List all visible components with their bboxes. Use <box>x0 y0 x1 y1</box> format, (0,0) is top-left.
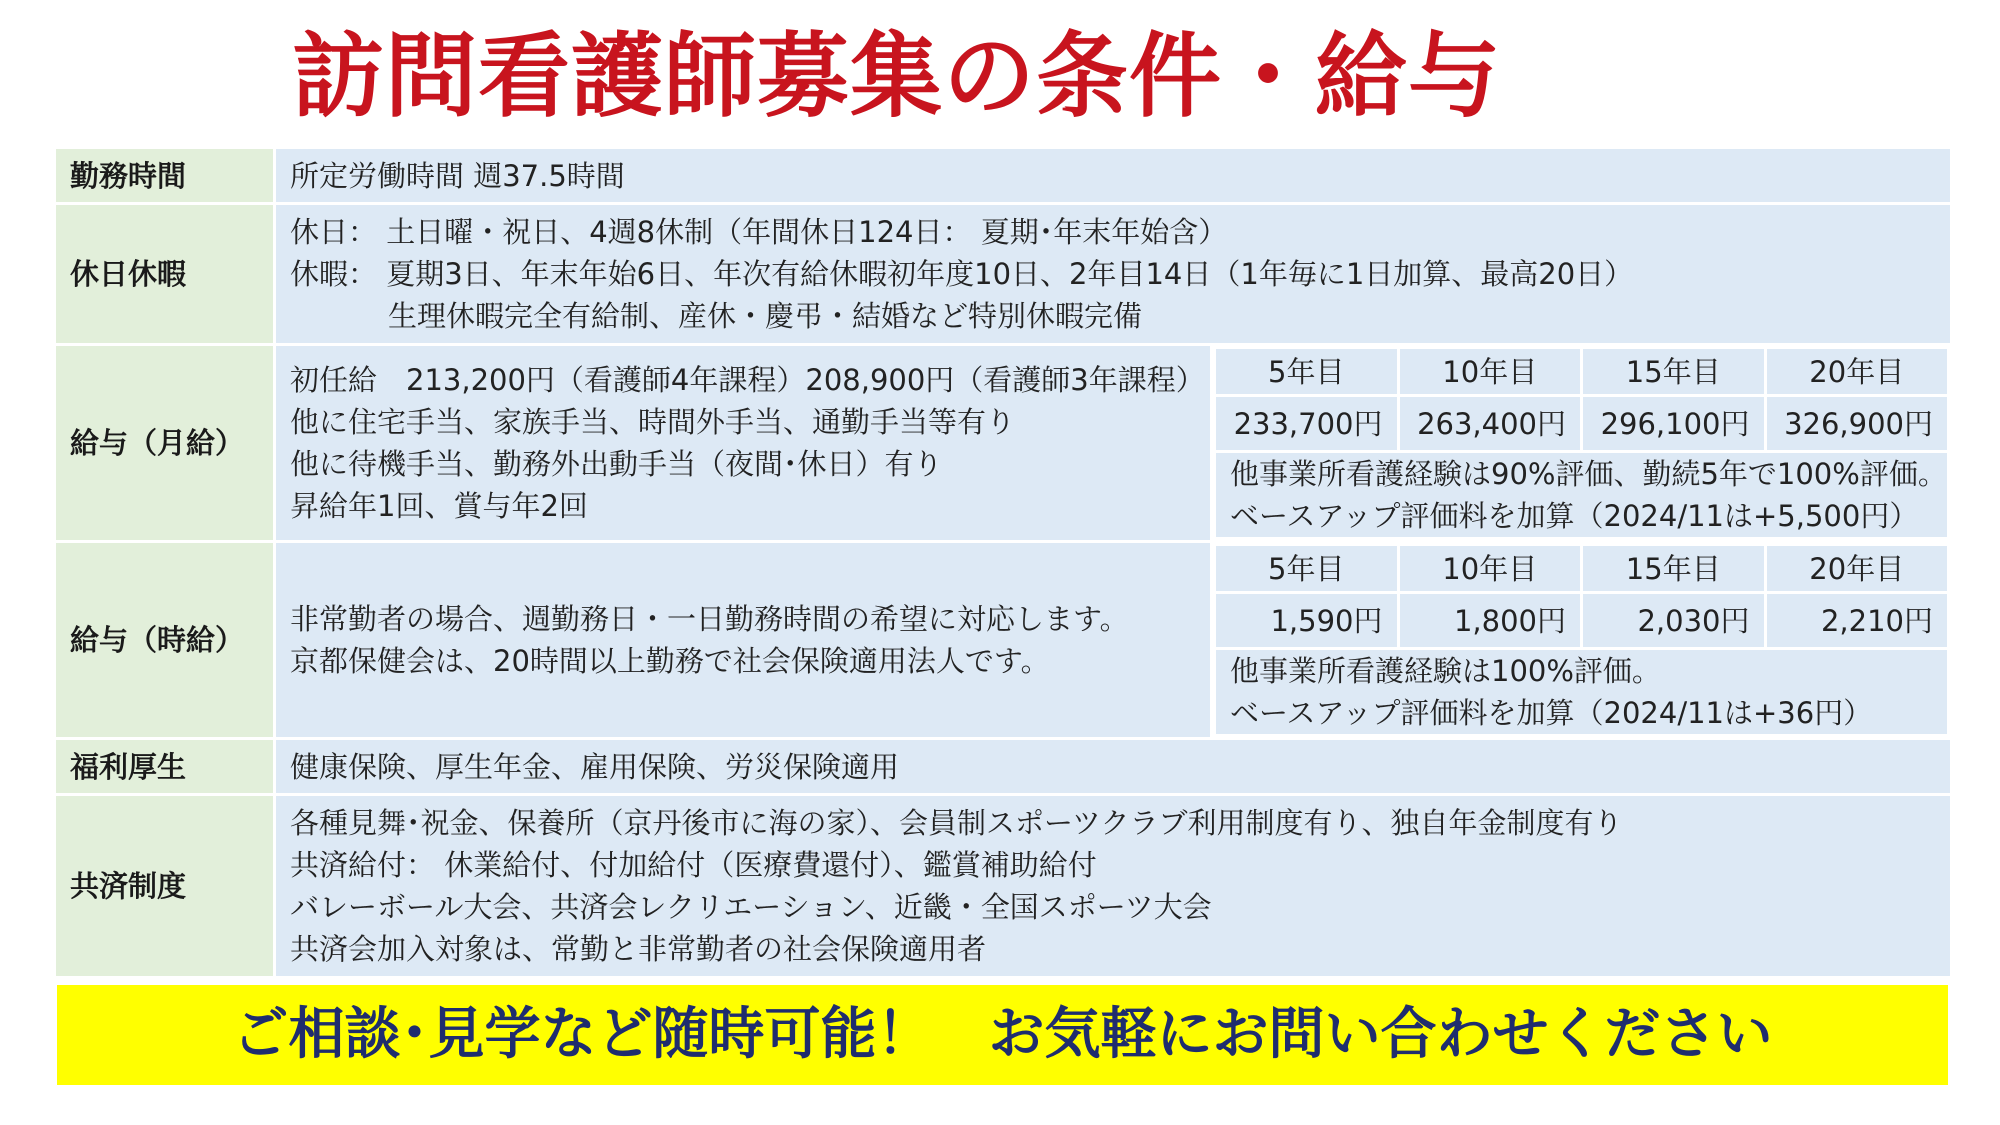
hourly-year-20: 20年目 <box>1765 545 1949 593</box>
holidays-text <box>275 204 1952 345</box>
conditions-table <box>53 146 1953 979</box>
hourly-notes <box>1215 649 1949 736</box>
holidays-line-3: 生理休暇完全有給制、産休・慶弔・結婚など特別休暇完備 <box>388 299 1143 333</box>
label-monthly-salary: 給与（月給） <box>55 345 275 542</box>
hourly-year-5: 5年目 <box>1215 545 1399 593</box>
hourly-line-1: 非常勤者の場合、週勤務日・一日勤務時間の希望に対応します。 <box>290 602 1129 636</box>
row-hourly-salary <box>55 542 1952 739</box>
monthly-note-1: 他事業所看護経験は90%評価、勤続5年で100%評価。 <box>1230 457 1947 491</box>
monthly-year-5: 5年目 <box>1215 348 1399 396</box>
hourly-note-2: ベースアップ評価料を加算（2024/11は+36円） <box>1230 696 1873 730</box>
monthly-line-4: 昇給年1回、賞与年2回 <box>290 489 588 523</box>
row-work-hours <box>55 148 1952 204</box>
row-mutual-aid <box>55 795 1952 978</box>
hourly-salary-text <box>275 542 1212 739</box>
monthly-year-10: 10年目 <box>1398 348 1582 396</box>
hourly-amount-15: 2,030円 <box>1582 593 1766 649</box>
hourly-year-10: 10年目 <box>1398 545 1582 593</box>
page-title: 訪問看護師募集の条件・給与 <box>292 23 1502 130</box>
monthly-salary-text <box>275 345 1212 542</box>
monthly-line-2: 他に住宅手当、家族手当、時間外手当、通勤手当等有り <box>290 405 1016 439</box>
work-hours-text: 所定労働時間 週37.5時間 <box>275 148 1952 204</box>
label-welfare: 福利厚生 <box>55 739 275 795</box>
hourly-amount-10: 1,800円 <box>1398 593 1582 649</box>
monthly-amount-10: 263,400円 <box>1398 396 1582 452</box>
monthly-amount-15: 296,100円 <box>1582 396 1766 452</box>
label-holidays: 休日休暇 <box>55 204 275 345</box>
monthly-year-15: 15年目 <box>1582 348 1766 396</box>
hourly-amount-5: 1,590円 <box>1215 593 1399 649</box>
mutual-line-3: バレーボール大会、共済会レクリエーション、近畿・全国スポーツ大会 <box>290 890 1212 924</box>
monthly-amount-20: 326,900円 <box>1765 396 1949 452</box>
row-holidays <box>55 204 1952 345</box>
monthly-line-3: 他に待機手当、勤務外出動手当（夜間･休日）有り <box>290 447 943 481</box>
hourly-note-1: 他事業所看護経験は100%評価。 <box>1230 654 1661 688</box>
monthly-note-2: ベースアップ評価料を加算（2024/11は+5,500円） <box>1230 499 1919 533</box>
monthly-year-20: 20年目 <box>1765 348 1949 396</box>
row-welfare <box>55 739 1952 795</box>
monthly-scale-table <box>1213 346 1950 540</box>
label-work-hours: 勤務時間 <box>55 148 275 204</box>
hourly-line-2: 京都保健会は、20時間以上勤務で社会保険適用法人です。 <box>290 644 1050 678</box>
contact-banner: ご相談･見学など随時可能！ お気軽にお問い合わせください <box>57 985 1948 1085</box>
monthly-amount-5: 233,700円 <box>1215 396 1399 452</box>
hourly-amount-20: 2,210円 <box>1765 593 1949 649</box>
label-hourly-salary: 給与（時給） <box>55 542 275 739</box>
hourly-scale-table <box>1213 543 1950 737</box>
mutual-line-1: 各種見舞･祝金、保養所（京丹後市に海の家）、会員制スポーツクラブ利用制度有り、独自年金制度有り <box>290 806 1623 840</box>
mutual-aid-text <box>275 795 1952 978</box>
row-monthly-salary <box>55 345 1952 542</box>
welfare-text: 健康保険、厚生年金、雇用保険、労災保険適用 <box>275 739 1952 795</box>
hourly-salary-scale <box>1212 542 1952 739</box>
holidays-line-2: 休暇： 夏期3日、年末年始6日、年次有給休暇初年度10日、2年目14日（1年毎に1日加算、最高20日） <box>290 257 1634 291</box>
label-mutual-aid: 共済制度 <box>55 795 275 978</box>
monthly-salary-scale <box>1212 345 1952 542</box>
mutual-line-2: 共済給付： 休業給付、付加給付（医療費還付）、鑑賞補助給付 <box>290 848 1097 882</box>
monthly-line-1: 初任給 213,200円（看護師4年課程）208,900円（看護師3年課程） <box>290 363 1205 397</box>
monthly-notes <box>1215 452 1949 539</box>
holidays-line-1: 休日： 土日曜・祝日、4週8休制（年間休日124日： 夏期･年末年始含） <box>290 215 1228 249</box>
hourly-year-15: 15年目 <box>1582 545 1766 593</box>
mutual-line-4: 共済会加入対象は、常勤と非常勤者の社会保険適用者 <box>290 932 987 966</box>
